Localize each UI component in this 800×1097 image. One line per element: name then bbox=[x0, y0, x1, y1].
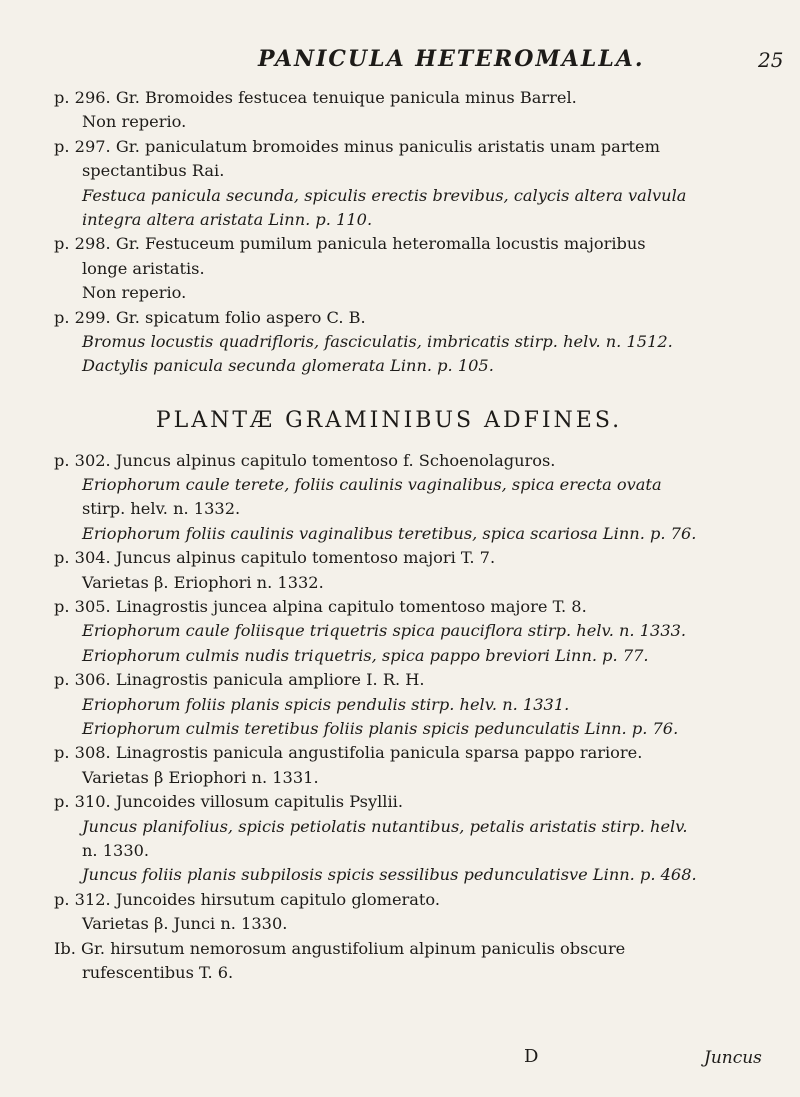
text-line: Festuca panicula secunda, spiculis erectis brevibus, calycis altera valvula bbox=[82, 185, 687, 205]
page-header bbox=[0, 46, 800, 76]
section-heading: PLANTÆ GRAMINIBUS ADFINES. bbox=[155, 407, 623, 433]
text-line: p. 297. Gr. paniculatum bromoides minus paniculis aristatis unam partem bbox=[54, 136, 660, 156]
text-line: Dactylis panicula secunda glomerata Linn. p. 105. bbox=[82, 356, 494, 376]
text-line: p. 308. Linagrostis panicula angustifolia panicula sparsa pappo rariore. bbox=[54, 743, 643, 763]
text-line: p. 304. Juncus alpinus capitulo tomentoso majori T. 7. bbox=[54, 548, 496, 568]
text-line: p. 310. Juncoides villosum capitulis Psyllii. bbox=[54, 792, 403, 812]
text-line: Eriophorum foliis caulinis vaginalibus teretibus, spica scariosa Linn. p. 76. bbox=[82, 523, 697, 543]
page-footer bbox=[0, 1046, 800, 1072]
text-line: p. 306. Linagrostis panicula ampliore I. R. H. bbox=[54, 670, 425, 690]
text-line: Eriophorum culmis nudis triquetris, spica pappo breviori Linn. p. 77. bbox=[82, 645, 649, 665]
text-line: Juncus planifolius, spicis petiolatis nutantibus, petalis aristatis stirp. helv. bbox=[82, 816, 688, 836]
text-line: spectantibus Rai. bbox=[82, 161, 225, 181]
text-line: p. 312. Juncoides hirsutum capitulo glomerato. bbox=[54, 889, 441, 909]
text-line: p. 299. Gr. spicatum folio aspero C. B. bbox=[54, 307, 366, 327]
text-line: integra altera aristata Linn. p. 110. bbox=[82, 209, 373, 229]
text-line: Eriophorum caule foliisque triquetris spica pauciflora stirp. helv. n. 1333. bbox=[82, 621, 687, 641]
text-line: Varietas β. Eriophori n. 1332. bbox=[82, 572, 324, 592]
entry-list-bottom bbox=[54, 449, 754, 986]
text-line: n. 1330. bbox=[82, 840, 150, 860]
text-line: Ib. Gr. hirsutum nemorosum angustifolium alpinum paniculis obscure bbox=[54, 938, 626, 958]
text-line: Eriophorum foliis planis spicis pendulis stirp. helv. n. 1331. bbox=[82, 694, 570, 714]
text-line: Non reperio. bbox=[82, 283, 187, 303]
text-line: Non reperio. bbox=[82, 112, 187, 132]
running-head: PANICULA HETEROMALLA. bbox=[258, 46, 645, 72]
text-line: p. 298. Gr. Festuceum pumilum panicula heteromalla locustis majoribus bbox=[54, 234, 646, 254]
page-number: 25 bbox=[758, 48, 784, 72]
text-line: longe aristatis. bbox=[82, 258, 205, 278]
text-line: Bromus locustis quadrifloris, fasciculatis, imbricatis stirp. helv. n. 1512. bbox=[82, 331, 673, 351]
text-line: p. 305. Linagrostis juncea alpina capitulo tomentoso majore T. 8. bbox=[54, 597, 587, 617]
text-line: rufescentibus T. 6. bbox=[82, 962, 234, 982]
page-content bbox=[54, 86, 754, 985]
text-line: p. 302. Juncus alpinus capitulo tomentoso f. Schoenolaguros. bbox=[54, 450, 556, 470]
text-line: Eriophorum caule terete, foliis caulinis vaginalibus, spica erecta ovata bbox=[82, 475, 662, 495]
text-line: Varietas β Eriophori n. 1331. bbox=[82, 767, 319, 787]
text-line: p. 296. Gr. Bromoides festucea tenuique panicula minus Barrel. bbox=[54, 88, 577, 107]
signature-mark: D bbox=[524, 1046, 539, 1067]
text-line: Eriophorum culmis teretibus foliis planis spicis pedunculatis Linn. p. 76. bbox=[82, 718, 679, 738]
text-line: stirp. helv. n. 1332. bbox=[82, 499, 241, 519]
catchword: Juncus bbox=[704, 1048, 762, 1068]
entry-list-top bbox=[54, 86, 754, 379]
text-line: Juncus foliis planis subpilosis spicis sessilibus pedunculatisve Linn. p. 468. bbox=[82, 865, 697, 885]
text-line: Varietas β. Junci n. 1330. bbox=[82, 914, 288, 934]
